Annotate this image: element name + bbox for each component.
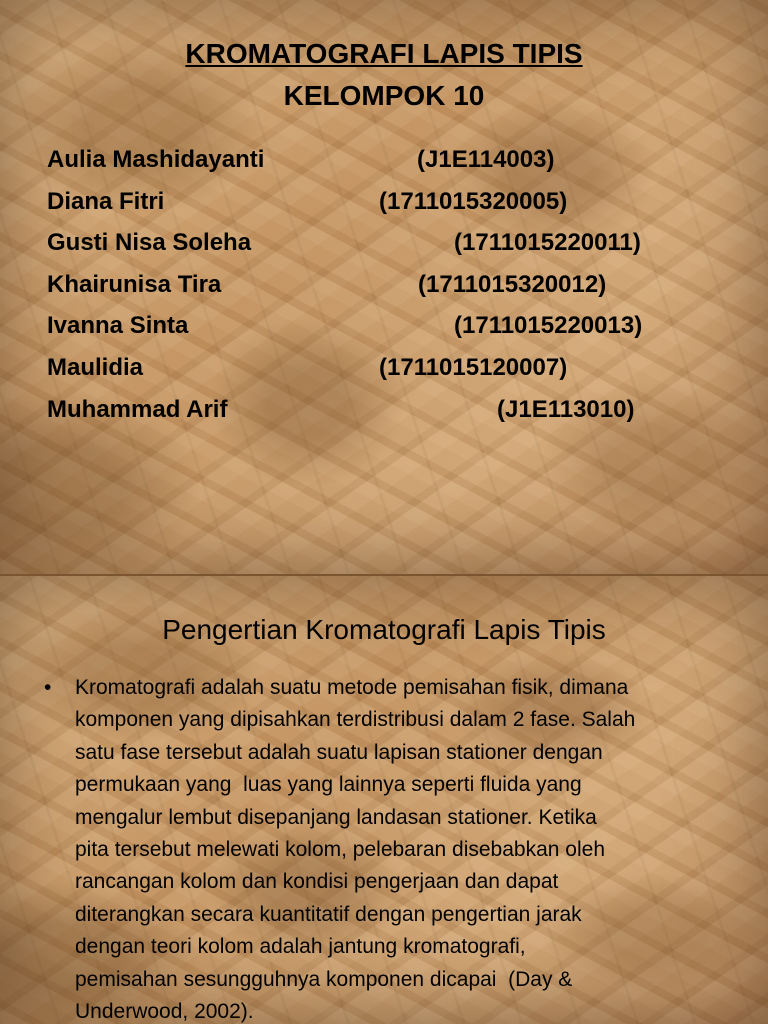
- text-line: diterangkan secara kuantitatif dengan pengertian jarak: [75, 902, 582, 926]
- bullet-icon: •: [44, 676, 52, 699]
- member-name: Maulidia: [47, 353, 144, 381]
- member-nim: (1711015320012): [418, 270, 607, 298]
- member-row: [47, 347, 747, 389]
- member-nim: (1711015220011): [454, 229, 641, 257]
- member-name: Aulia Mashidayanti: [47, 146, 265, 173]
- definition-bullet: [44, 672, 734, 1024]
- member-row: [47, 181, 747, 223]
- member-row: [47, 139, 747, 181]
- text-line: pemisahan sesungguhnya komponen dicapai (Day &: [75, 967, 573, 991]
- text-line: permukaan yang luas yang lainnya seperti fluida yang: [75, 773, 582, 797]
- group-title: KELOMPOK 10: [283, 80, 485, 111]
- member-row: [47, 389, 747, 431]
- slide-1-title: [0, 34, 768, 116]
- definition-text: [75, 672, 734, 1024]
- member-nim: (1711015320005): [379, 187, 568, 215]
- text-line: mengalur lembut disepanjang landasan stationer. Ketika: [75, 805, 597, 829]
- slide-2: [0, 576, 768, 1024]
- member-row: [47, 222, 747, 264]
- main-title: KROMATOGRAFI LAPIS TIPIS: [185, 38, 583, 69]
- member-name: Ivanna Sinta: [47, 312, 189, 340]
- text-line: dengan teori kolom adalah jantung kromatografi,: [75, 935, 526, 959]
- member-name: Gusti Nisa Soleha: [47, 229, 252, 257]
- text-line: satu fase tersebut adalah suatu lapisan stationer dengan: [75, 740, 603, 764]
- text-line: Kromatografi adalah suatu metode pemisahan fisik, dimana: [75, 676, 629, 699]
- member-list: [47, 139, 747, 430]
- member-nim: (J1E114003): [417, 146, 555, 173]
- member-row: [47, 305, 747, 347]
- member-nim: (J1E113010): [497, 395, 635, 423]
- slide-2-title: Pengertian Kromatografi Lapis Tipis: [162, 614, 606, 645]
- text-line: komponen yang dipisahkan terdistribusi dalam 2 fase. Salah: [75, 708, 636, 732]
- text-line: rancangan kolom dan kondisi pengerjaan dan dapat: [75, 870, 559, 894]
- member-nim: (1711015220013): [454, 312, 643, 340]
- member-name: Muhammad Arif: [47, 395, 228, 423]
- text-line: Underwood, 2002).: [75, 1000, 254, 1024]
- member-name: Khairunisa Tira: [47, 270, 222, 298]
- text-line: pita tersebut melewati kolom, pelebaran disebabkan oleh: [75, 838, 605, 862]
- member-name: Diana Fitri: [47, 187, 165, 215]
- member-row: [47, 264, 747, 306]
- member-nim: (1711015120007): [379, 353, 568, 381]
